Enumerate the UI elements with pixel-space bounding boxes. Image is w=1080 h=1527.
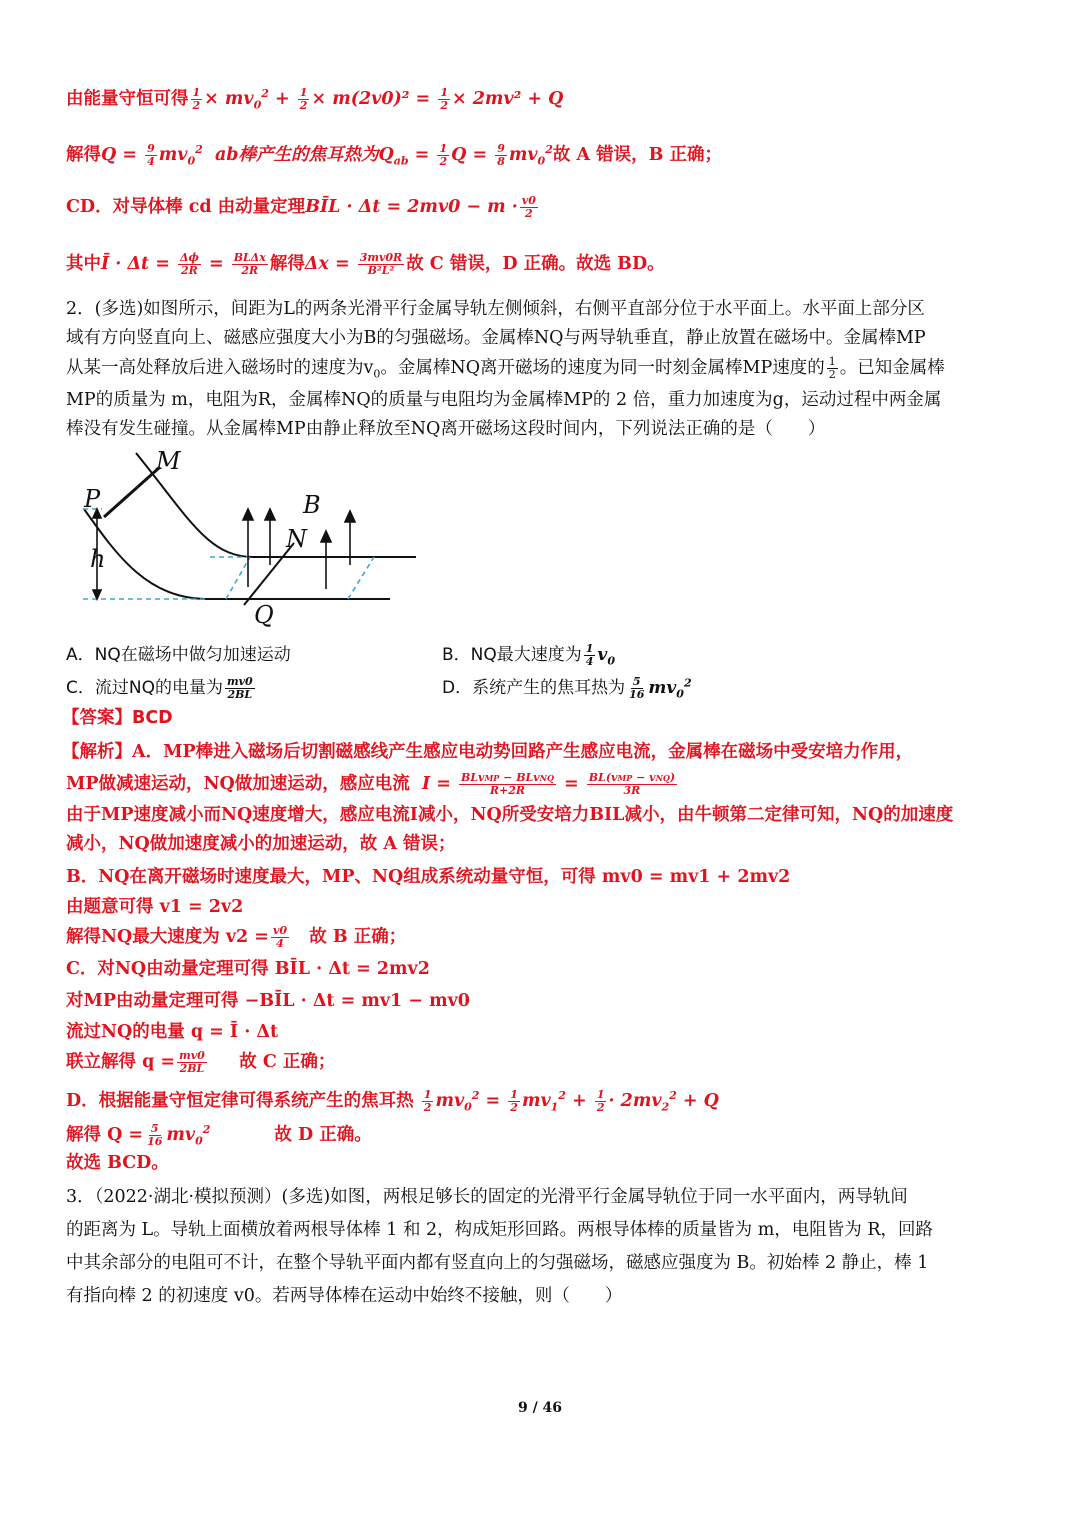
- label-Q: Q: [254, 601, 274, 627]
- label-h: h: [90, 545, 106, 573]
- displacement-line: 其中Ī · Δt = $\frac{\Delta\phi}{2R}$ = $\frac{\text{BLΔx}}{2R}$ 解得Δx = $\frac{3mv0R}{\text{B²L²}}$ 故 C 错误，D 正确。故选 BD。: [66, 251, 665, 277]
- h-arrow-down-head: [93, 590, 101, 599]
- analysis-d1: D．根据能量守恒定律可得系统产生的焦耳热 $\frac{1}{2}$ $mv_0^2$ = $\frac{1}{2}$ $mv_1^2$ + $\frac{1}{2}$ · $2mv_2^2 + Q$: [66, 1087, 719, 1114]
- analysis-b2: 由题意可得 v1 = 2v2: [66, 897, 244, 917]
- field-arrow-1-head: [243, 509, 253, 520]
- q2-line-3: 从某一高处释放后进入磁场时的速度为$v_0$。金属棒NQ离开磁场的速度为同一时刻金属棒MP速度的 $\frac{1}{2}$ 。已知金属棒: [66, 355, 945, 381]
- momentum-theorem-line: CD．对导体棒 cd 由动量定理BĪL · Δt = 2mv0 − m · $\frac{v0}{2}$: [66, 194, 536, 220]
- rail-diagram: [78, 447, 428, 627]
- analysis-a3: 由于MP速度减小而NQ速度增大，感应电流I减小，NQ所受安培力BIL减小，由牛顿第二定律可知，NQ的加速度: [66, 805, 954, 825]
- analysis-b1: B．NQ在离开磁场时速度最大，MP、NQ组成系统动量守恒，可得 mv0 = mv1 + 2mv2: [66, 867, 791, 887]
- option-a[interactable]: A．NQ在磁场中做匀加速运动: [66, 645, 291, 665]
- q-solution-line: 解得Q = $\frac{9}{4}$ $mv_0^2$ ab棒产生的焦耳热为$Q_{ab}$ = $\frac{1}{2}$ Q = $\frac{9}{8}$ $mv_0^2$故 A 错误，B 正确；: [66, 141, 723, 168]
- analysis-a4: 减小，NQ做加速度减小的加速运动，故 A 错误；: [66, 834, 456, 854]
- field-right-diag: [348, 557, 374, 599]
- option-b[interactable]: B．NQ最大速度为 $\frac{1}{4}$ $v_0$: [442, 642, 615, 668]
- q2-line-2: 域有方向竖直向上、磁感应强度大小为B的匀强磁场。金属棒NQ与两导轨垂直，静止放置在磁场中。金属棒MP: [66, 328, 926, 348]
- label-P: P: [84, 485, 101, 513]
- q3-line-3: 中其余部分的电阻可不计，在整个导轨平面内都有竖直向上的匀强磁场，磁感应强度为 B。初始棒 2 静止，棒 1: [66, 1253, 929, 1273]
- analysis-c2: 对MP由动量定理可得 −BĪL · Δt = mv1 − mv0: [66, 991, 470, 1011]
- analysis-a2: MP做减速运动，NQ做加速运动，感应电流 I = $\frac{\text{BLvMP − BLvNQ}}{R+2R}$ = $\frac{\text{BL(vMP − vNQ)}}{3R}$: [66, 771, 676, 797]
- q2-line-1: 2．(多选)如图所示，间距为L的两条光滑平行金属导轨左侧倾斜，右侧平直部分位于水平面上。水平面上部分区: [66, 299, 925, 319]
- field-arrow-4-head: [345, 511, 355, 522]
- analysis-c3: 流过NQ的电量 q = Ī · Δt: [66, 1022, 279, 1042]
- label-N: N: [286, 525, 307, 553]
- rod-MP: [104, 467, 160, 517]
- analysis-d2: 解得 Q = $\frac{5}{16}$ $mv_0^2$ 故 D 正确。: [66, 1121, 372, 1148]
- analysis-b3: 解得NQ最大速度为 v2 = $\frac{v0}{4}$ 故 B 正确；: [66, 924, 407, 950]
- label-M: M: [156, 447, 181, 475]
- q2-line-4: MP的质量为 m，电阻为R，金属棒NQ的质量与电阻均为金属棒MP的 2 倍，重力加速度为g，运动过程中两金属: [66, 390, 942, 410]
- field-left-diag: [226, 557, 250, 599]
- page-number: 9 / 46: [517, 1400, 563, 1416]
- label-B: B: [303, 491, 321, 519]
- energy-conservation-line: 由能量守恒可得 $\frac{1}{2}$ × $mv_0^2$ + $\frac{1}{2}$ × m(2v0)² = $\frac{1}{2}$ × 2mv² + Q: [66, 85, 564, 112]
- option-d[interactable]: D．系统产生的焦耳热为 $\frac{5}{16}$ $mv_0^2$: [442, 675, 692, 701]
- analysis-c1: C．对NQ由动量定理可得 BĪL · Δt = 2mv2: [66, 959, 430, 979]
- q3-line-1: 3．（2022·湖北·模拟预测）(多选)如图，两根足够长的固定的光滑平行金属导轨位于同一水平面内，两导轨间: [66, 1187, 908, 1207]
- field-arrow-2-head: [265, 509, 275, 520]
- analysis-c4: 联立解得 q = $\frac{mv0}{2BL}$ 故 C 正确；: [66, 1049, 336, 1075]
- option-c[interactable]: C．流过NQ的电量为 $\frac{mv0}{2BL}$: [66, 675, 253, 701]
- q3-line-4: 有指向棒 2 的初速度 v0。若两导体棒在运动中始终不接触，则（ ）: [66, 1286, 623, 1306]
- answer-line: 【答案】BCD: [62, 708, 173, 728]
- analysis-a1: 【解析】A．MP棒进入磁场后切割磁感线产生感应电动势回路产生感应电流，金属棒在磁场中受安培力作用，: [62, 742, 914, 762]
- q3-line-2: 的距离为 L。导轨上面横放着两根导体棒 1 和 2，构成矩形回路。两根导体棒的质量皆为 m，电阻皆为 R，回路: [66, 1220, 934, 1240]
- analysis-conclusion: 故选 BCD。: [66, 1153, 169, 1173]
- field-arrow-3-head: [321, 531, 331, 542]
- q2-line-5: 棒没有发生碰撞。从金属棒MP由静止释放至NQ离开磁场这段时间内，下列说法正确的是（ ）: [66, 419, 826, 439]
